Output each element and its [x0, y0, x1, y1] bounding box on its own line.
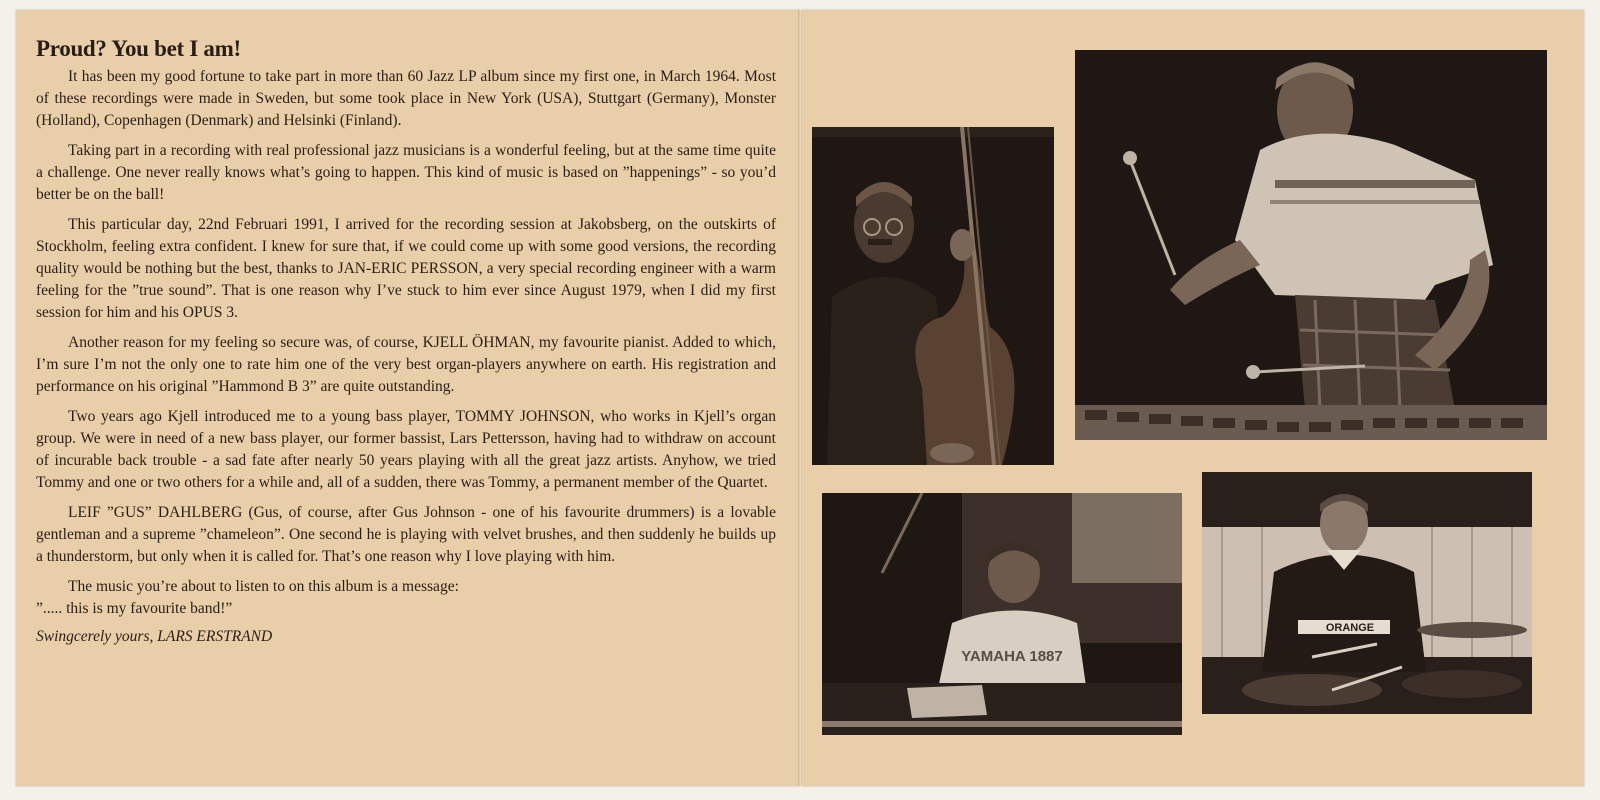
sweater-text: ORANGE: [1325, 622, 1375, 634]
liner-notes-text: [36, 36, 776, 656]
drummer-photo: [1202, 472, 1532, 714]
closing-quote: ”..... this is my favourite band!”: [36, 600, 233, 617]
signature: Swingcerely yours, LARS ERSTRAND: [36, 628, 273, 645]
bass-player-photo: [812, 127, 1054, 465]
page-title: Proud? You bet I am!: [36, 36, 241, 61]
paragraph-1: It has been my good fortune to take part in more than 60 Jazz LP album since my first one, in March 1964. Most of these recordings were made in Sweden, but some took place in New York (USA), Stuttgart (Germany), Monster (Holland), Copenhagen (Denmark) and Helsinki (Finland).: [36, 68, 776, 129]
left-page: [16, 10, 800, 786]
right-page: [802, 10, 1584, 786]
sweatshirt-text: YAMAHA 1887: [961, 648, 1063, 665]
vibraphone-player-photo: [1075, 50, 1547, 440]
paragraph-3: This particular day, 22nd Februari 1991, I arrived for the recording session at Jakobsberg, on the outskirts of Stockholm, feeling extra confident. I knew for sure that, if we could come up with some good versions, the recording quality would be nothing but the best, thanks to JAN-ERIC PERSSON, a very special recording engineer with a warm feeling for the ”true sound”. That is one reason why I’ve stuck to him ever since August 1979, when I did my first session for him and his OPUS 3.: [36, 216, 776, 321]
paragraph-5: Two years ago Kjell introduced me to a young bass player, TOMMY JOHNSON, who works in Kjell’s organ group. We were in need of a new bass player, our former bassist, Lars Pettersson, having had to withdraw on account of incurable back trouble - a sad fate after nearly 50 years playing with all the great jazz artists. Anyhow, we tried Tommy and one or two others for a while and, all of a sudden, there was Tommy, a permanent member of the Quartet.: [36, 408, 776, 491]
paragraph-4: Another reason for my feeling so secure was, of course, KJELL ÖHMAN, my favourite pianist. Added to which, I’m sure I’m not the only one to rate him one of the very best organ-players anywhere on earth. His registration and performance on his original ”Hammond B 3” are quite outstanding.: [36, 334, 776, 395]
paragraph-6: LEIF ”GUS” DAHLBERG (Gus, of course, after Gus Johnson - one of his favourite drummers) is a lovable gentleman and a supreme ”chameleon”. One second he is playing with velvet brushes, and then suddenly he builds up a thunderstorm, but only when it is called for. That’s one reason why I love playing with him.: [36, 504, 776, 565]
organ-player-photo: [822, 493, 1182, 735]
paragraph-2: Taking part in a recording with real professional jazz musicians is a wonderful feeling, but at the same time quite a challenge. One never really knows what’s going to happen. This kind of music is based on ”happenings” - so you’d better be on the ball!: [36, 142, 776, 203]
cd-booklet-spread: [16, 10, 1584, 786]
paragraph-7: The music you’re about to listen to on this album is a message:: [68, 578, 459, 595]
